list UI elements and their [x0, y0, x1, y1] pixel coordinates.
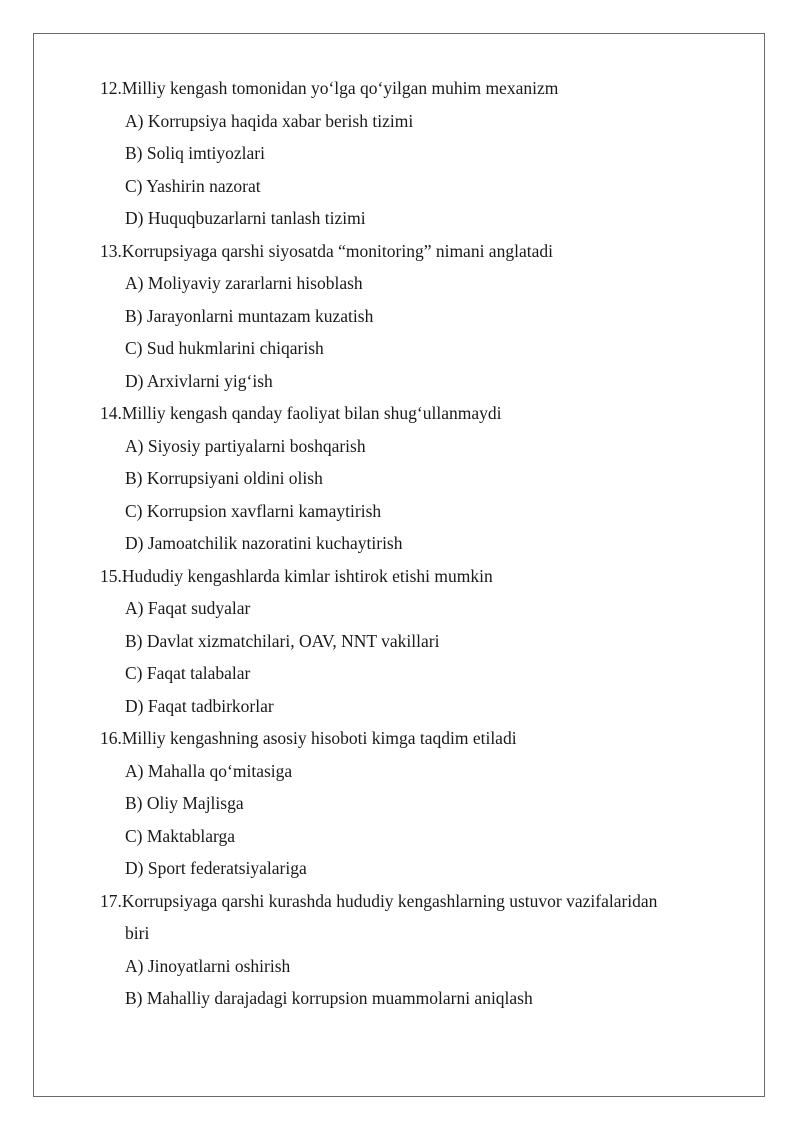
question-line — [100, 72, 740, 105]
question-block — [100, 722, 740, 885]
question-line — [100, 235, 740, 268]
question-block — [100, 235, 740, 398]
question-number: 15. — [100, 565, 122, 586]
question-text: Hududiy kengashlarda kimlar ishtirok etishi mumkin — [121, 565, 493, 586]
answer-option: A) Siyosiy partiyalarni boshqarish — [125, 435, 366, 456]
question-block — [100, 397, 740, 560]
answer-option: B) Oliy Majlisga — [125, 793, 244, 813]
answer-option: C) Faqat talabalar — [125, 663, 251, 683]
question-number: 14. — [100, 403, 122, 423]
answer-option: D) Huquqbuzarlarni tanlash tizimi — [125, 208, 366, 228]
question-text-continuation: biri — [125, 923, 150, 943]
question-block — [100, 885, 740, 1015]
question-number: 16. — [100, 728, 122, 748]
answer-option: D) Sport federatsiyalariga — [125, 858, 307, 878]
question-text: Milliy kengash tomonidan yo‘lga qo‘yilgan muhim mexanizm — [121, 78, 559, 98]
answer-option: A) Faqat sudyalar — [125, 598, 251, 618]
answer-option: C) Yashirin nazorat — [125, 175, 261, 196]
question-line — [100, 397, 740, 430]
question-number: 12. — [100, 78, 122, 98]
answer-option: C) Korrupsion xavflarni kamaytirish — [125, 500, 382, 521]
answer-option: C) Maktablarga — [125, 825, 235, 846]
answer-option: A) Korrupsiya haqida xabar berish tizimi — [125, 110, 414, 131]
question-text: Milliy kengash qanday faoliyat bilan shug‘ullanmaydi — [121, 403, 502, 423]
answer-option: C) Sud hukmlarini chiqarish — [125, 338, 324, 358]
answer-option: B) Soliq imtiyozlari — [125, 143, 265, 163]
question-text: Korrupsiyaga qarshi siyosatda “monitoring” nimani anglatadi — [121, 240, 553, 261]
question-number: 17. — [100, 890, 122, 911]
answer-option: D) Jamoatchilik nazoratini kuchaytirish — [125, 533, 403, 553]
question-line — [100, 560, 740, 593]
answer-option: A) Moliyaviy zararlarni hisoblash — [125, 273, 363, 293]
answer-option: B) Davlat xizmatchilari, OAV, NNT vakillari — [125, 630, 440, 651]
question-number: 13. — [100, 240, 122, 261]
answer-option: D) Arxivlarni yig‘ish — [125, 370, 273, 391]
question-block — [100, 72, 740, 235]
answer-option: D) Faqat tadbirkorlar — [125, 695, 274, 716]
question-list — [100, 72, 740, 1015]
answer-option: B) Mahalliy darajadagi korrupsion muammolarni aniqlash — [125, 988, 533, 1008]
answer-option: A) Jinoyatlarni oshirish — [125, 955, 291, 976]
question-text: Milliy kengashning asosiy hisoboti kimga taqdim etiladi — [121, 728, 517, 748]
question-text: Korrupsiyaga qarshi kurashda hududiy kengashlarning ustuvor vazifalaridan — [121, 890, 658, 911]
answer-option: A) Mahalla qo‘mitasiga — [125, 760, 293, 781]
question-line — [100, 722, 740, 755]
question-block — [100, 560, 740, 723]
answer-option: B) Korrupsiyani oldini olish — [125, 468, 323, 488]
answer-option: B) Jarayonlarni muntazam kuzatish — [125, 305, 374, 326]
question-line — [100, 885, 740, 918]
